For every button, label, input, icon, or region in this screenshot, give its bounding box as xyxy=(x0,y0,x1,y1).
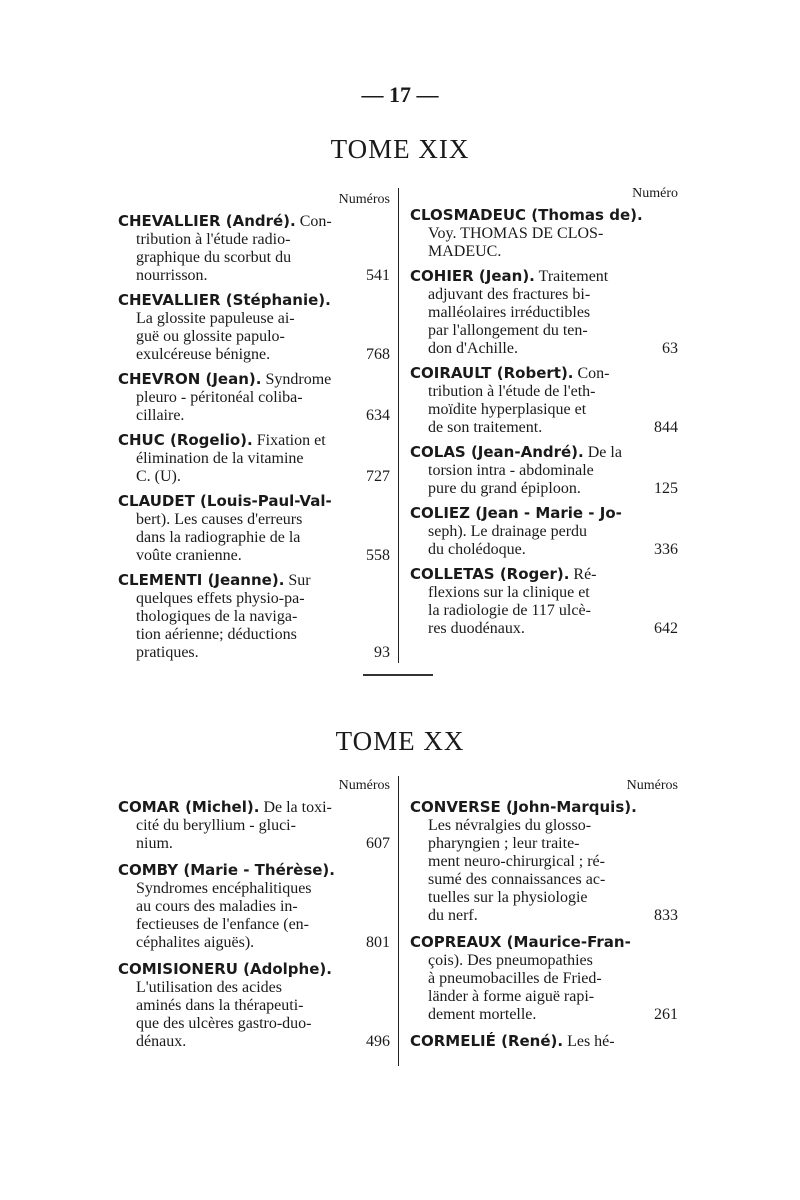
entry-text: Syndromes encéphalitiques xyxy=(136,880,312,897)
index-entry xyxy=(410,364,678,437)
entry-text: Fixation et xyxy=(256,432,326,449)
index-entry xyxy=(410,1032,678,1051)
index-entry xyxy=(410,504,678,559)
index-entry xyxy=(118,492,390,565)
entry-text: Les névralgies du glosso- xyxy=(428,817,592,834)
author-name: COLLETAS (Roger). xyxy=(410,565,570,583)
entry-first-line xyxy=(118,492,388,511)
entry-text: res duodénaux. xyxy=(428,620,525,637)
entry-text: Traitement xyxy=(538,268,609,285)
entry-first-line xyxy=(410,565,676,584)
author-name: CHEVRON (Jean). xyxy=(118,370,262,388)
entry-first-line xyxy=(410,443,676,462)
entry-first-line xyxy=(410,504,676,523)
tome-xx-title: TOME XX xyxy=(335,726,465,756)
entry-first-line xyxy=(118,861,388,880)
entry-text: guë ou glossite papulo- xyxy=(136,328,285,345)
entry-text: seph). Le drainage perdu xyxy=(428,523,588,540)
author-name: CORMELIÉ (René). xyxy=(410,1032,564,1050)
author-name: COMISIONERU (Adolphe). xyxy=(118,960,332,978)
entry-text: exulcéreuse bénigne. xyxy=(136,346,271,363)
entry-text: Sur xyxy=(288,572,311,589)
entry-text: de son traitement. xyxy=(428,419,543,436)
entry-text: que des ulcères gastro-duo- xyxy=(136,1015,312,1032)
entry-text: tribution à l'étude radio- xyxy=(136,231,291,248)
entry-text: graphique du scorbut du xyxy=(136,249,292,266)
entry-number: 833 xyxy=(654,907,678,924)
author-name: CONVERSE (John-Marquis). xyxy=(410,798,637,816)
section-separator xyxy=(363,674,433,676)
entry-text: dement mortelle. xyxy=(428,1006,537,1023)
author-name: CHUC (Rogelio). xyxy=(118,431,253,449)
index-entry xyxy=(118,861,390,952)
entry-first-line xyxy=(410,267,676,286)
entry-first-line xyxy=(118,370,388,389)
entry-text: dénaux. xyxy=(136,1033,187,1050)
entry-text: nium. xyxy=(136,835,173,852)
tome-xx-left-column xyxy=(118,776,390,1051)
index-entry xyxy=(410,206,678,261)
entry-number: 93 xyxy=(374,644,390,661)
index-entry xyxy=(410,565,678,638)
tome-xix-right-column xyxy=(410,184,678,638)
index-entry xyxy=(410,933,678,1024)
author-name: COIRAULT (Robert). xyxy=(410,364,574,382)
entry-first-line xyxy=(410,1032,676,1051)
entry-text: cillaire. xyxy=(136,407,185,424)
entry-text: à pneumobacilles de Fried- xyxy=(428,970,602,987)
entry-text: tion aérienne; déductions xyxy=(136,626,297,643)
author-name: COMBY (Marie - Thérèse). xyxy=(118,861,335,879)
entry-number: 801 xyxy=(366,934,390,951)
entry-text: fectieuses de l'enfance (en- xyxy=(136,916,309,933)
entry-text: adjuvant des fractures bi- xyxy=(428,286,591,303)
index-entry xyxy=(118,960,390,1051)
index-entry xyxy=(118,370,390,425)
index-entry xyxy=(410,798,678,925)
entry-text: malléolaires irréductibles xyxy=(428,304,591,321)
tome-xix-column-divider xyxy=(398,188,399,663)
entry-text: nourrisson. xyxy=(136,267,208,284)
entry-text: torsion intra - abdominale xyxy=(428,462,594,479)
author-name: COLAS (Jean-André). xyxy=(410,443,584,461)
left-column-header: Numéros xyxy=(338,192,390,207)
entry-text: Con- xyxy=(577,365,610,382)
entry-text: pure du grand épiploon. xyxy=(428,480,581,497)
left-column-header: Numéros xyxy=(338,778,390,793)
entry-first-line xyxy=(118,571,388,590)
author-name: COMAR (Michel). xyxy=(118,798,260,816)
entry-number: 496 xyxy=(366,1033,390,1050)
index-entry xyxy=(118,431,390,486)
page-number: — 17 — xyxy=(361,82,439,107)
entry-number: 558 xyxy=(366,547,390,564)
entry-number: 63 xyxy=(662,340,678,357)
entry-text: du nerf. xyxy=(428,907,478,924)
index-entry xyxy=(118,212,390,285)
entry-first-line xyxy=(410,206,676,225)
entry-first-line xyxy=(118,960,388,979)
entry-text: C. (U). xyxy=(136,468,181,485)
author-name: CLOSMADEUC (Thomas de). xyxy=(410,206,643,224)
entry-first-line xyxy=(118,291,388,310)
author-name: CHEVALLIER (Stéphanie). xyxy=(118,291,331,309)
entry-first-line xyxy=(410,933,676,952)
entry-first-line xyxy=(118,212,388,231)
entry-text: pleuro - péritonéal coliba- xyxy=(136,389,303,406)
index-entry xyxy=(410,443,678,498)
author-name: CLAUDET (Louis-Paul-Val- xyxy=(118,492,332,510)
entry-text: Syndrome xyxy=(265,371,332,388)
entry-number: 768 xyxy=(366,346,390,363)
entry-text: thologiques de la naviga- xyxy=(136,608,298,625)
entry-text: çois). Des pneumopathies xyxy=(428,952,593,969)
entry-text: Con- xyxy=(299,213,332,230)
entry-number: 541 xyxy=(366,267,390,284)
entry-text: pharyngien ; leur traite- xyxy=(428,835,580,852)
entry-text: aminés dans la thérapeuti- xyxy=(136,997,304,1014)
entry-first-line xyxy=(118,431,388,450)
entry-number: 642 xyxy=(654,620,678,637)
entry-text: tuelles sur la physiologie xyxy=(428,889,588,906)
entry-text: don d'Achille. xyxy=(428,340,518,357)
entry-text: du cholédoque. xyxy=(428,541,526,558)
entry-text: bert). Les causes d'erreurs xyxy=(136,511,303,528)
entry-number: 336 xyxy=(654,541,678,558)
entry-text: Les hé- xyxy=(567,1033,615,1050)
entry-number: 125 xyxy=(654,480,678,497)
index-entry xyxy=(118,571,390,662)
entry-number: 261 xyxy=(654,1006,678,1023)
entry-number: 607 xyxy=(366,835,390,852)
entry-text: La glossite papuleuse ai- xyxy=(136,310,295,327)
entry-text: au cours des maladies in- xyxy=(136,898,298,915)
entry-text: Ré- xyxy=(573,566,597,583)
author-name: COLIEZ (Jean - Marie - Jo- xyxy=(410,504,622,522)
right-column-header: Numéros xyxy=(626,778,678,793)
entry-text: élimination de la vitamine xyxy=(136,450,304,467)
entry-text: dans la radiographie de la xyxy=(136,529,301,546)
entry-text: pratiques. xyxy=(136,644,199,661)
entry-first-line xyxy=(410,364,676,383)
entry-text: flexions sur la clinique et xyxy=(428,584,590,601)
author-name: CHEVALLIER (André). xyxy=(118,212,296,230)
entry-text: céphalites aiguës). xyxy=(136,934,255,951)
entry-first-line xyxy=(118,798,388,817)
entry-number: 727 xyxy=(366,468,390,485)
author-name: CLEMENTI (Jeanne). xyxy=(118,571,285,589)
entry-text: par l'allongement du ten- xyxy=(428,322,588,339)
author-name: COPREAUX (Maurice-Fran- xyxy=(410,933,631,951)
entry-number: 634 xyxy=(366,407,390,424)
tome-xix-title: TOME XIX xyxy=(330,134,470,164)
index-entry xyxy=(118,798,390,853)
entry-text: Voy. THOMAS DE CLOS- xyxy=(428,225,604,242)
tome-xx-right-column xyxy=(410,776,678,1051)
entry-text: cité du beryllium - gluci- xyxy=(136,817,296,834)
tome-xix-left-column xyxy=(118,190,390,662)
entry-number: 844 xyxy=(654,419,678,436)
entry-text: L'utilisation des acides xyxy=(136,979,282,996)
entry-text: quelques effets physio-pa- xyxy=(136,590,305,607)
entry-text: De la xyxy=(587,444,622,461)
entry-text: länder à forme aiguë rapi- xyxy=(428,988,595,1005)
index-entry xyxy=(410,267,678,358)
entry-text: De la toxi- xyxy=(263,799,332,816)
entry-first-line xyxy=(410,798,676,817)
tome-xx-column-divider xyxy=(398,776,399,1066)
entry-text: la radiologie de 117 ulcè- xyxy=(428,602,591,619)
entry-text: sumé des connaissances ac- xyxy=(428,871,606,888)
author-name: COHIER (Jean). xyxy=(410,267,535,285)
entry-text: voûte cranienne. xyxy=(136,547,242,564)
entry-text: moïdite hyperplasique et xyxy=(428,401,587,418)
right-column-header: Numéro xyxy=(632,186,678,201)
entry-text: tribution à l'étude de l'eth- xyxy=(428,383,596,400)
entry-text: ment neuro-chirurgical ; ré- xyxy=(428,853,605,870)
entry-text: MADEUC. xyxy=(428,243,502,260)
index-entry xyxy=(118,291,390,364)
